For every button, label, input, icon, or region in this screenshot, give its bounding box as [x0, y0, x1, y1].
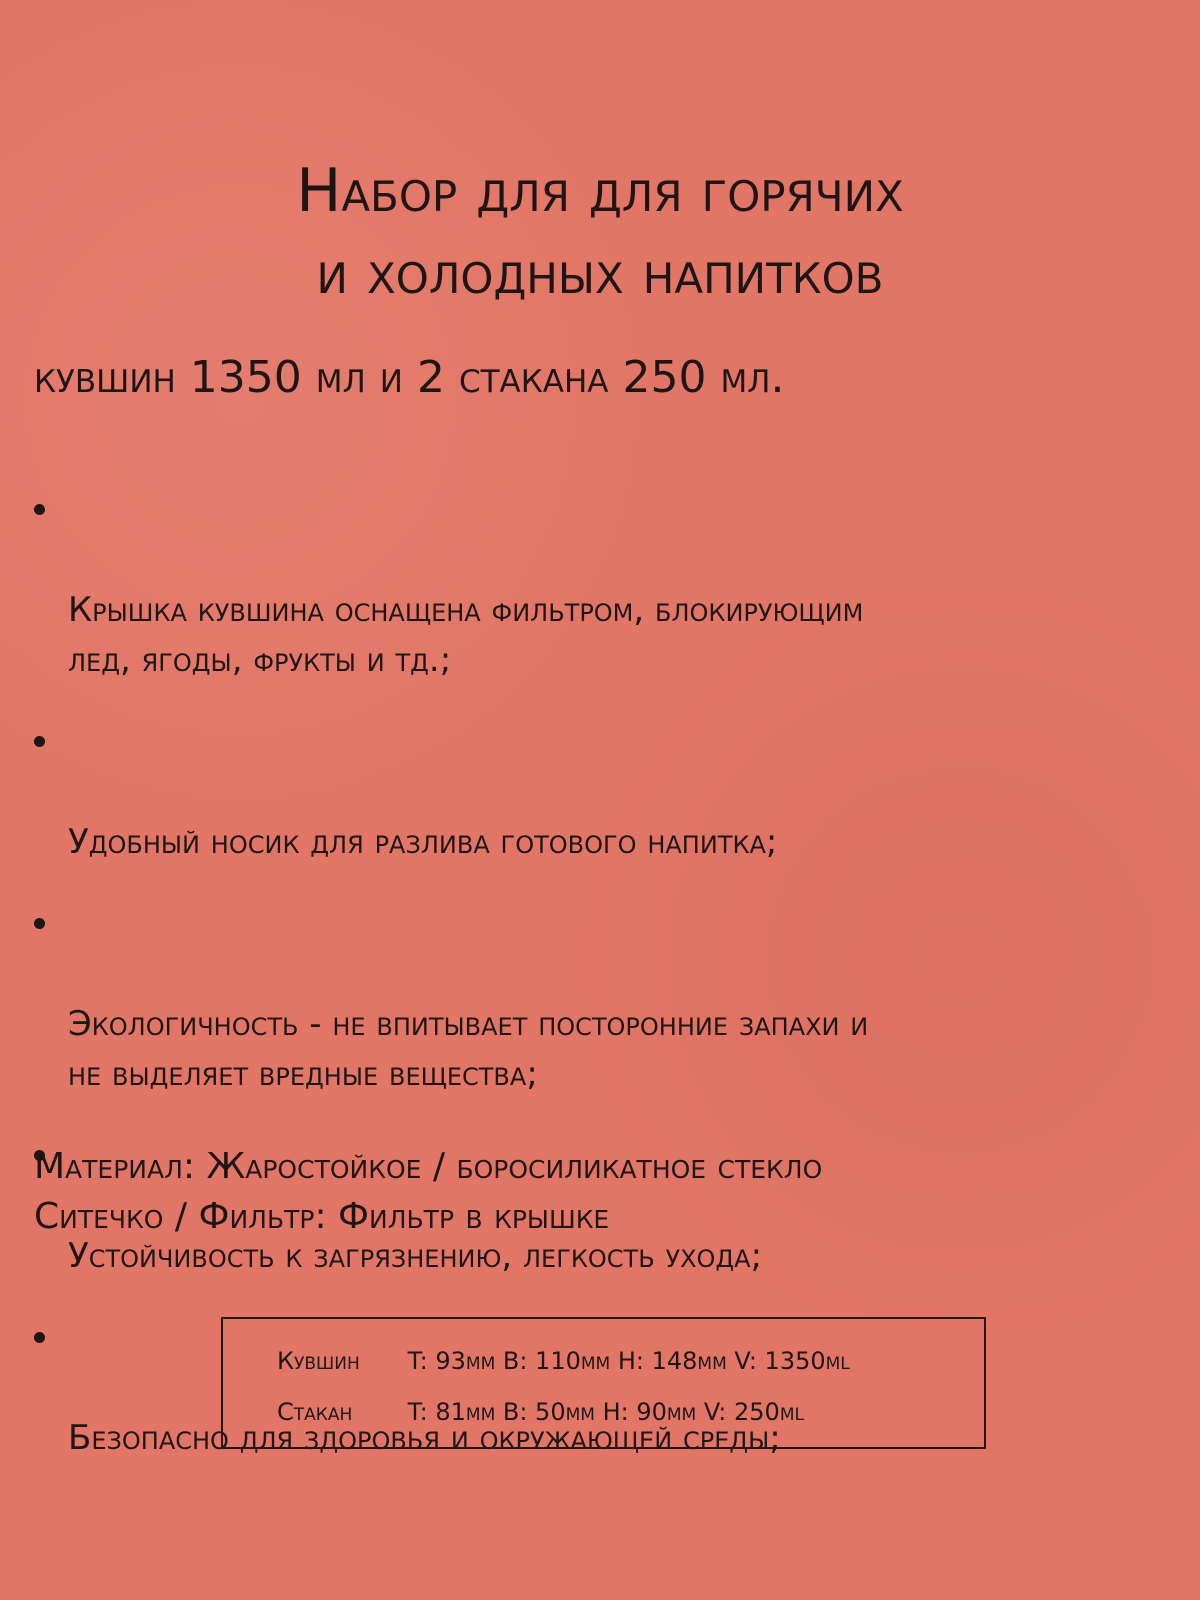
- bullet-icon: [34, 504, 45, 515]
- page-title-line-2: и холодных напитков: [316, 238, 884, 308]
- spec-row: [277, 1391, 804, 1433]
- feature-text: Экологичность - не впитывает посторонние запахи и не выделяет вредные вещества;: [68, 1004, 869, 1094]
- filter-line: Ситечко / Фильтр: Фильтр в крышке: [34, 1196, 610, 1237]
- feature-text: Устойчивость к загрязнению, легкость ухода;: [68, 1236, 763, 1276]
- feature-text: Крышка кувшина оснащена фильтром, блокирующим лед, ягоды, фрукты и тд.;: [68, 590, 864, 680]
- feature-text: Удобный носик для разлива готового напитка;: [68, 822, 778, 862]
- title-block: [0, 150, 1200, 314]
- spec-item-name: Стакан: [277, 1398, 353, 1426]
- feature-item: [34, 717, 1144, 867]
- feature-text: Безопасно для здоровья и окружающей среды;: [68, 1418, 781, 1458]
- bullet-icon: [34, 736, 45, 747]
- bullet-icon: [34, 1332, 45, 1343]
- spec-item-value: T: 81мм B: 50мм H: 90мм V: 250ml: [407, 1398, 804, 1426]
- spec-item-value: T: 93мм B: 110мм H: 148мм V: 1350ml: [407, 1347, 850, 1375]
- material-line: Материал: Жаростойкое / боросиликатное стекло: [34, 1146, 823, 1187]
- feature-item: [34, 899, 1144, 1099]
- feature-item: [34, 485, 1144, 685]
- specifications-box: [221, 1317, 986, 1449]
- spec-row: [277, 1340, 850, 1382]
- page-title-line-1: Набор для для горячих: [296, 156, 904, 226]
- bullet-icon: [34, 918, 45, 929]
- spec-item-name: Кувшин: [277, 1347, 360, 1375]
- materials-section: [34, 1142, 1134, 1242]
- product-subtitle: кувшин 1350 мл и 2 стакана 250 мл.: [34, 352, 785, 403]
